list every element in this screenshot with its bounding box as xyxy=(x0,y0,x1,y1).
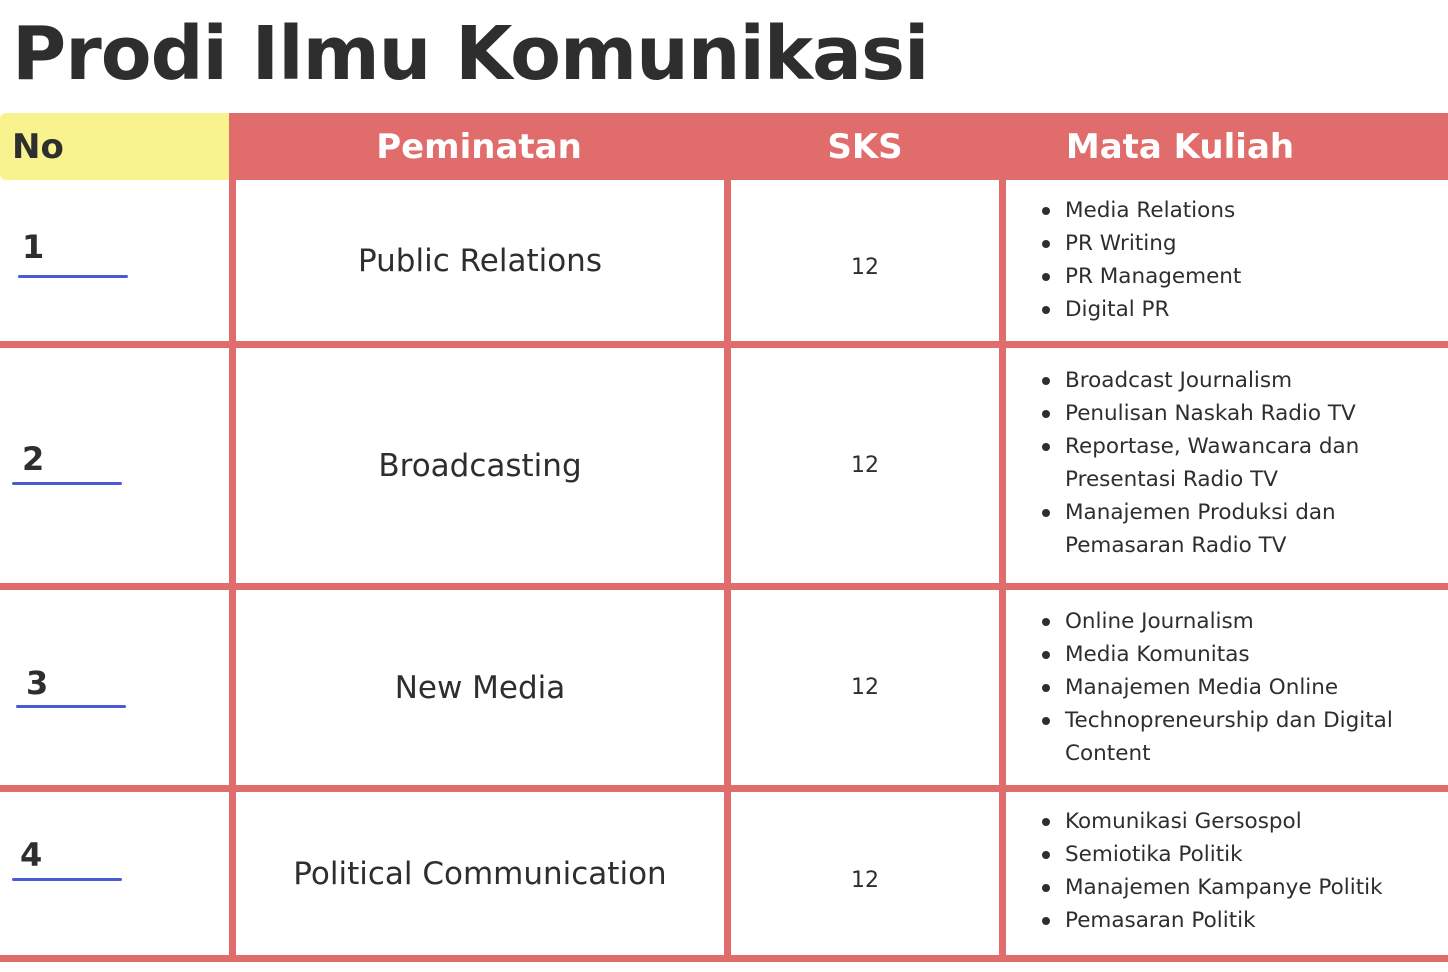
cell-sks xyxy=(731,792,999,955)
column-header-peminatan: Peminatan xyxy=(229,113,729,180)
peminatan-label: Broadcasting xyxy=(378,447,582,484)
column-header-sks: SKS xyxy=(729,113,1001,180)
underline-mark xyxy=(18,275,128,278)
table-row xyxy=(0,180,1448,341)
list-item: Manajemen Kampanye Politik xyxy=(1007,871,1445,904)
cell-mata-kuliah xyxy=(1007,792,1448,955)
cell-no xyxy=(0,348,229,583)
list-item: Online Journalism xyxy=(1007,605,1445,638)
peminatan-label: Public Relations xyxy=(358,242,602,279)
cell-mata-kuliah xyxy=(1007,180,1448,341)
sks-value: 12 xyxy=(851,675,879,700)
peminatan-label: Political Communication xyxy=(293,855,667,892)
list-item: Manajemen Produksi dan Pemasaran Radio TV xyxy=(1007,496,1445,562)
sks-value: 12 xyxy=(851,255,879,280)
list-item: Technopreneurship dan Digital Content xyxy=(1007,704,1445,770)
column-header-mata-kuliah: Mata Kuliah xyxy=(1001,113,1359,180)
course-list xyxy=(1007,805,1445,937)
sks-value: 12 xyxy=(851,868,879,893)
course-list xyxy=(1007,194,1445,326)
list-item: Media Komunitas xyxy=(1007,638,1445,671)
cell-no xyxy=(0,180,229,341)
cell-mata-kuliah xyxy=(1007,348,1448,583)
list-item: Broadcast Journalism xyxy=(1007,364,1445,397)
cell-sks xyxy=(731,590,999,785)
course-list xyxy=(1007,364,1445,562)
page-title: Prodi Ilmu Komunikasi xyxy=(12,11,929,97)
cell-no xyxy=(0,590,229,785)
row-number: 2 xyxy=(22,440,45,478)
list-item: Digital PR xyxy=(1007,293,1445,326)
header-fill xyxy=(1359,113,1448,180)
underline-mark xyxy=(12,482,122,485)
table-row xyxy=(0,792,1448,955)
list-item: Pemasaran Politik xyxy=(1007,904,1445,937)
list-item: Reportase, Wawancara dan Presentasi Radio TV xyxy=(1007,430,1445,496)
cell-peminatan xyxy=(236,590,724,785)
list-item: Media Relations xyxy=(1007,194,1445,227)
cell-peminatan xyxy=(236,348,724,583)
row-divider xyxy=(0,583,1448,590)
underline-mark xyxy=(12,878,122,881)
sks-value: 12 xyxy=(851,453,879,478)
cell-no xyxy=(0,792,229,955)
peminatan-label: New Media xyxy=(394,669,566,706)
row-number: 4 xyxy=(20,836,43,874)
cell-peminatan xyxy=(236,792,724,955)
cell-sks xyxy=(731,348,999,583)
row-divider xyxy=(0,955,1448,962)
list-item: Manajemen Media Online xyxy=(1007,671,1445,704)
cell-peminatan xyxy=(236,180,724,341)
row-number: 3 xyxy=(26,664,49,702)
row-divider xyxy=(0,341,1448,348)
column-header-no: No xyxy=(0,113,229,180)
row-divider xyxy=(0,785,1448,792)
cell-sks xyxy=(731,180,999,341)
list-item: PR Writing xyxy=(1007,227,1445,260)
list-item: Komunikasi Gersospol xyxy=(1007,805,1445,838)
row-number: 1 xyxy=(22,228,45,266)
table-row xyxy=(0,348,1448,583)
list-item: Semiotika Politik xyxy=(1007,838,1445,871)
list-item: Penulisan Naskah Radio TV xyxy=(1007,397,1445,430)
course-list xyxy=(1007,605,1445,770)
list-item: PR Management xyxy=(1007,260,1445,293)
cell-mata-kuliah xyxy=(1007,590,1448,785)
underline-mark xyxy=(16,705,126,708)
table-row xyxy=(0,590,1448,785)
